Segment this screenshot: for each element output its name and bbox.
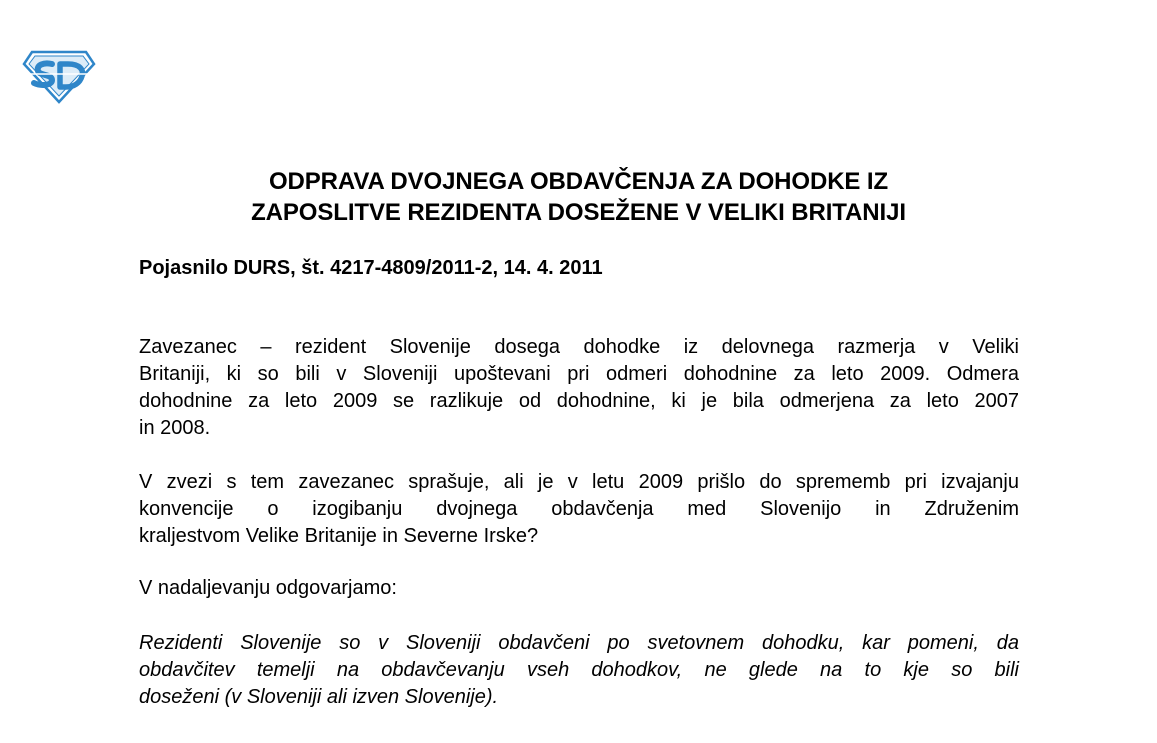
paragraph-line: Rezidenti Slovenije so v Sloveniji obdavčeni po svetovnem dohodku, kar pomeni, da: [139, 632, 1019, 654]
paragraph-line: V zvezi s tem zavezanec sprašuje, ali je v letu 2009 prišlo do sprememb pri izvajanju: [139, 471, 1019, 493]
paragraph-question-context: [139, 334, 1019, 442]
paragraph-question: [139, 469, 1019, 550]
title-line-1: ODPRAVA DVOJNEGA OBDAVČENJA ZA DOHODKE IZ: [268, 168, 889, 195]
sd-logo: [22, 50, 96, 104]
paragraph-line: dohodnine za leto 2009 se razlikuje od dohodnine, ki je bila odmerjena za leto 2007: [139, 390, 1019, 412]
paragraph-line: in 2008.: [139, 417, 211, 439]
title-line-2: ZAPOSLITVE REZIDENTA DOSEŽENE V VELIKI BRITANIJI: [251, 199, 906, 226]
paragraph-line: obdavčitev temelji na obdavčevanju vseh dohodkov, ne glede na to kje so bili: [139, 659, 1019, 681]
paragraph-line: Zavezanec – rezident Slovenije dosega dohodke iz delovnega razmerja v Veliki: [139, 336, 1019, 358]
paragraph-line: Britaniji, ki so bili v Sloveniji upoštevani pri odmeri dohodnine za leto 2009. Odmera: [139, 363, 1019, 385]
paragraph-line: V nadaljevanju odgovarjamo:: [139, 577, 397, 599]
paragraph-line: konvencije o izogibanju dvojnega obdavčenja med Slovenijo in Združenim: [139, 498, 1019, 520]
document-title: [0, 166, 1157, 228]
paragraph-answer-intro: [139, 575, 1019, 602]
paragraph-line: doseženi (v Sloveniji ali izven Slovenije).: [139, 686, 499, 708]
paragraph-answer: [139, 630, 1019, 711]
document-reference: Pojasnilo DURS, št. 4217-4809/2011-2, 14. 4. 2011: [139, 257, 603, 279]
paragraph-line: kraljestvom Velike Britanije in Severne Irske?: [139, 525, 539, 547]
sd-logo-icon: [22, 50, 96, 104]
